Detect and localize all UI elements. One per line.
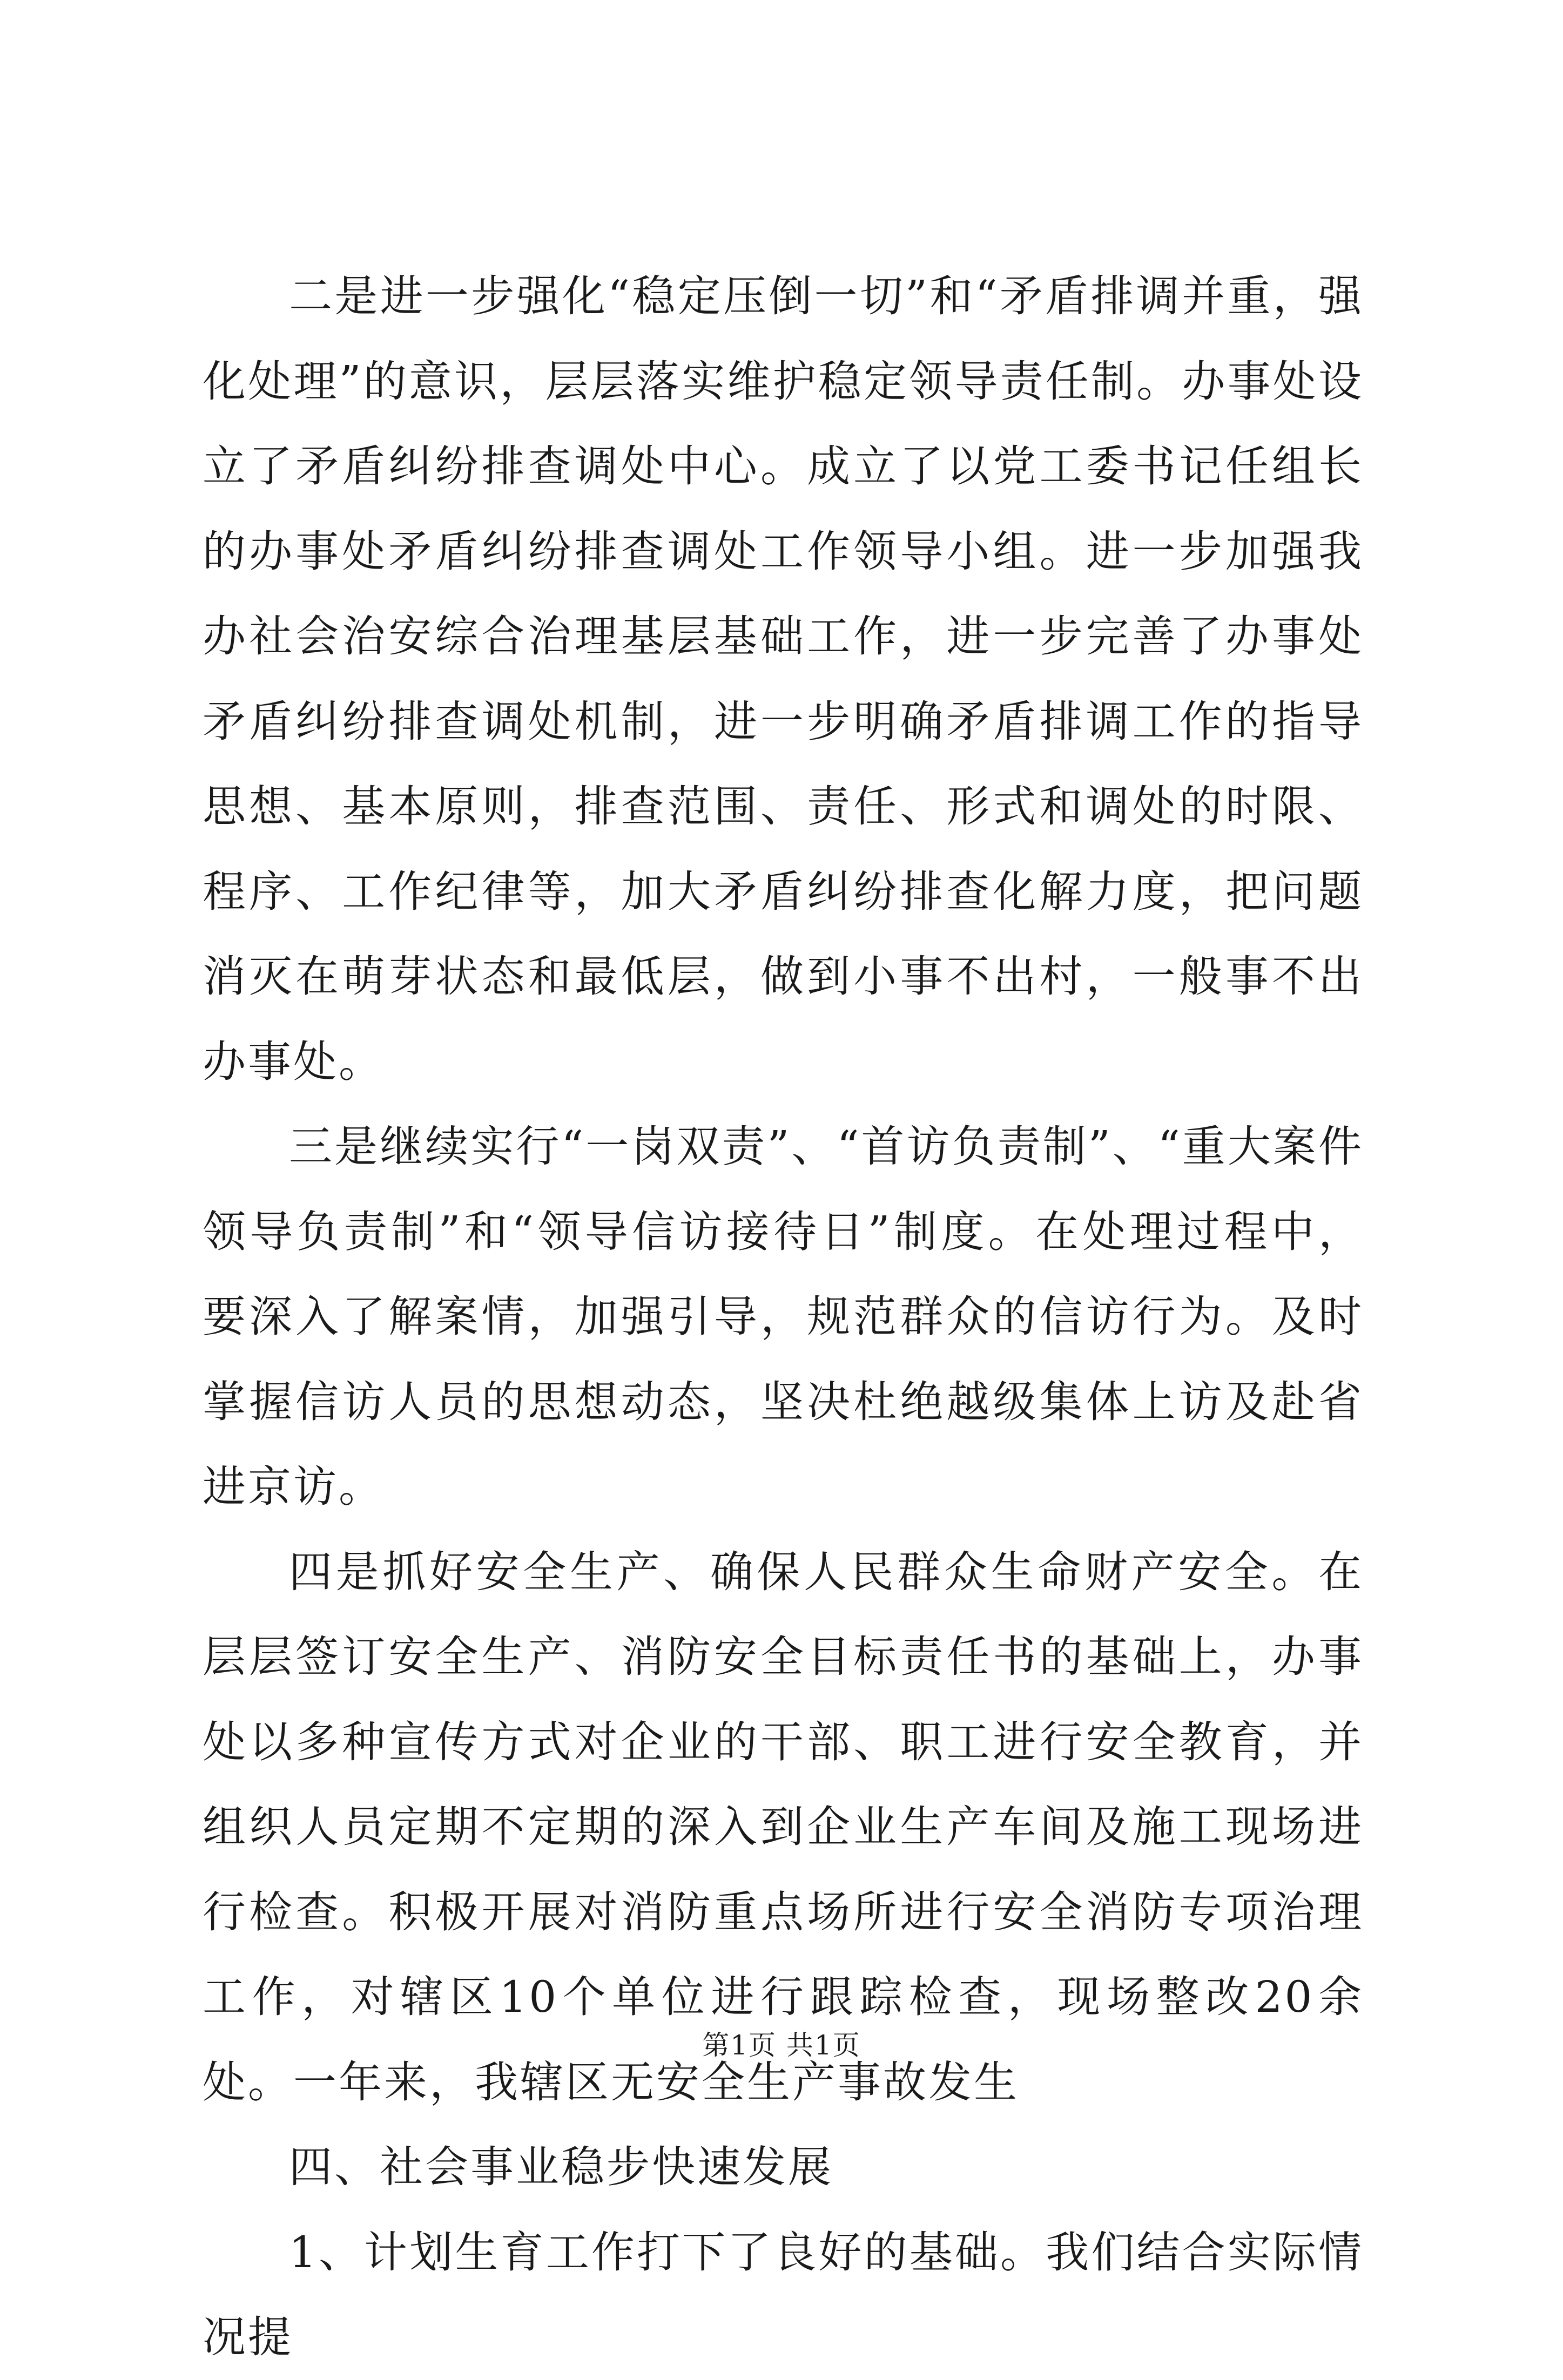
paragraph-family-planning: 1、计划生育工作打下了良好的基础。我们结合实际情况提 [203, 2227, 1364, 2362]
page-number-footer: 第1页 共1页 [702, 2030, 861, 2061]
paragraph-stability-awareness: 二是进一步强化“稳定压倒一切”和“矛盾排调并重，强化处理”的意识，层层落实维护稳定领导责任制。办事处设立了矛盾纠纷排查调处中心。成立了以党工委书记任组长的办事处矛盾纠纷排查调处工作领导小组。进一步加强我办社会治安综合治理基层基础工作，进一步完善了办事处矛盾纠纷排查调处机制，进一步明确矛盾排调工作的指导思想、基本原则，排查范围、责任、形式和调处的时限、程序、工作纪律等，加大矛盾纠纷排查化解力度，把问题消灭在萌芽状态和最低层，做到小事不出村，一般事不出办事处。 [203, 271, 1364, 1087]
paragraph-safety-production: 四是抓好安全生产、确保人民群众生命财产安全。在层层签订安全生产、消防安全目标责任书的基础上，办事处以多种宣传方式对企业的干部、职工进行安全教育，并组织人员定期不定期的深入到企业生产车间及施工现场进行检查。积极开展对消防重点场所进行安全消防专项治理工作，对辖区10个单位进行跟踪检查，现场整改20余处。一年来，我辖区无安全生产事故发生 [203, 1546, 1364, 2107]
section-heading-social-development: 四、社会事业稳步快速发展 [289, 2142, 833, 2192]
paragraph-petition-system: 三是继续实行“一岗双责”、“首访负责制”、“重大案件领导负责制”和“领导信访接待日”制度。在处理过程中，要深入了解案情，加强引导，规范群众的信访行为。及时掌握信访人员的思想动态，坚决杜绝越级集体上访及赴省进京访。 [203, 1121, 1364, 1512]
